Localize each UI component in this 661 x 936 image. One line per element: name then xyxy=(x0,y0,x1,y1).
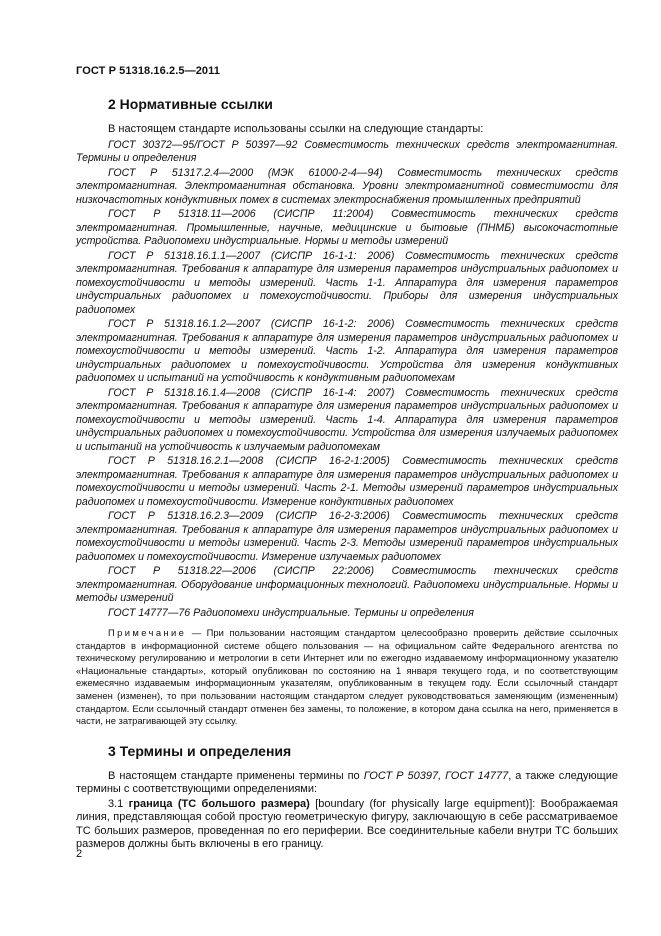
reference-item: ГОСТ Р 51317.2.4—2000 (МЭК 61000-2-4—94) Совместимость технических средств электромагнитная. Электромагнитная обстановка. Уровни электромагнитной совместимости для низкочастотных кондуктивных помех в системах электроснабжения промышленных предприятий xyxy=(76,166,618,206)
intro-standards: ГОСТ Р 50397, ГОСТ 14777 xyxy=(363,769,509,782)
section-3-intro xyxy=(76,770,618,797)
reference-item: ГОСТ Р 51318.16.1.1—2007 (СИСПР 16-1-1: 2006) Совместимость технических средств электромагнитная. Требования к аппаратуре для измерения параметров индустриальных радиопомех и помехоустойчивости и методы измерений. Часть 1-1. Аппаратура для измерения параметров индустриальных радиопомех и помехоустойчивости. Приборы для измерения индустриальных радиопомех xyxy=(76,249,618,316)
page-number: 2 xyxy=(76,848,83,860)
note xyxy=(76,627,618,728)
reference-item: ГОСТ 14777—76 Радиопомехи индустриальные. Термины и определения xyxy=(108,606,474,619)
reference-item: ГОСТ Р 51318.16.2.1—2008 (СИСПР 16-2-1:2005) Совместимость технических средств электромагнитная. Требования к аппаратуре для измерения параметров индустриальных радиопомех и помехоустойчивости и методы измерений. Часть 2-1. Методы измерений параметров индустриальных радиопомех и помехоустойчивости. Измерение кондуктивных радиопомех xyxy=(76,455,618,508)
term-name: граница (ТС большого размера) xyxy=(128,797,310,810)
section-2-title: 2 Нормативные ссылки xyxy=(108,96,273,112)
note-label: Примечание xyxy=(108,627,187,638)
term-number: 3.1 xyxy=(108,797,129,810)
term-text: [boundary (for physically large equipment)]: Воображаемая линия, представляющая собой простую геометрическую фигуру, заключающую в себе рассматриваемое ТС больших размеров, проведенная по его периферии. Все соединительные кабели внутри ТС больших размеров должны быть включены в его границу. xyxy=(76,797,619,851)
page-content xyxy=(76,96,618,853)
term-definition xyxy=(76,798,618,852)
note-text: — При пользовании настоящим стандартом целесообразно проверить действие ссылочных стандартов в информационной системе общего пользования — на официальном сайте Федерального агентства по техническому регулированию и метрологии в сети Интернет или по ежегодно издаваемому информационному указателю «Национальные стандарты», который опубликован по состоянию на 1 января текущего года, и по соответствующим ежемесячно издаваемым информационным указателям, опубликованным в текущем году. Если ссылочный стандарт заменен (изменен), то при пользовании настоящим стандартом следует руководствоваться заменяющим (измененным) стандартом. Если ссылочный стандарт отменен без замены, то положение, в котором дана ссылка на него, применяется в части, не затрагивающей эту ссылку. xyxy=(76,627,618,727)
reference-item: ГОСТ Р 51318.11—2006 (СИСПР 11:2004) Совместимость технических средств электромагнитная. Промышленные, научные, медицинские и бытовые (ПНМБ) высокочастотные устройства. Радиопомехи индустриальные. Нормы и методы измерений xyxy=(76,208,618,247)
reference-item: ГОСТ Р 51318.16.1.4—2008 (СИСПР 16-1-4: 2007) Совместимость технических средств электромагнитная. Требования к аппаратуре для измерения параметров индустриальных радиопомех и помехоустойчивости и методы измерений. Часть 1-4. Аппаратура для измерения параметров индустриальных радиопомех и помехоустойчивости. Устройства для измерения излучаемых радиопомех и испытаний на устойчивость к излучаемым радиопомехам xyxy=(76,386,618,453)
reference-item: ГОСТ Р 51318.16.2.3—2009 (СИСПР 16-2-3:2006) Совместимость технических средств электромагнитная. Требования к аппаратуре для измерения параметров индустриальных радиопомех и помехоустойчивости и методы измерений. Часть 2-3. Методы измерений параметров индустриальных радиопомех и помехоустойчивости. Измерение излучаемых радиопомех xyxy=(76,510,618,563)
section-2-intro: В настоящем стандарте использованы ссылки на следующие стандарты: xyxy=(108,123,484,135)
reference-item: ГОСТ 30372—95/ГОСТ Р 50397—92 Совместимость технических средств электромагнитная. Термины и определения xyxy=(76,138,618,164)
intro-text: В настоящем стандарте применены термины по xyxy=(108,769,364,782)
reference-item: ГОСТ Р 51318.16.1.2—2007 (СИСПР 16-1-2: 2006) Совместимость технических средств электромагнитная. Требования к аппаратуре для измерения параметров индустриальных радиопомех и помехоустойчивости и методы измерений. Часть 1-2. Аппаратура для измерения параметров индустриальных радиопомех и помехоустойчивости. Устройства для измерения кондуктивных радиопомех и испытаний на устойчивость к кондуктивным радиопомехам xyxy=(76,318,618,384)
reference-item: ГОСТ Р 51318.22—2006 (СИСПР 22:2006) Совместимость технических средств электромагнитная. Оборудование информационных технологий. Радиопомехи индустриальные. Нормы и методы измерений xyxy=(76,565,618,604)
intro-text-tail: , а также следующие термины с соответствующими определениями: xyxy=(76,769,618,796)
document-header: ГОСТ Р 51318.16.2.5—2011 xyxy=(76,65,220,77)
section-3-title: 3 Термины и определения xyxy=(108,742,292,759)
